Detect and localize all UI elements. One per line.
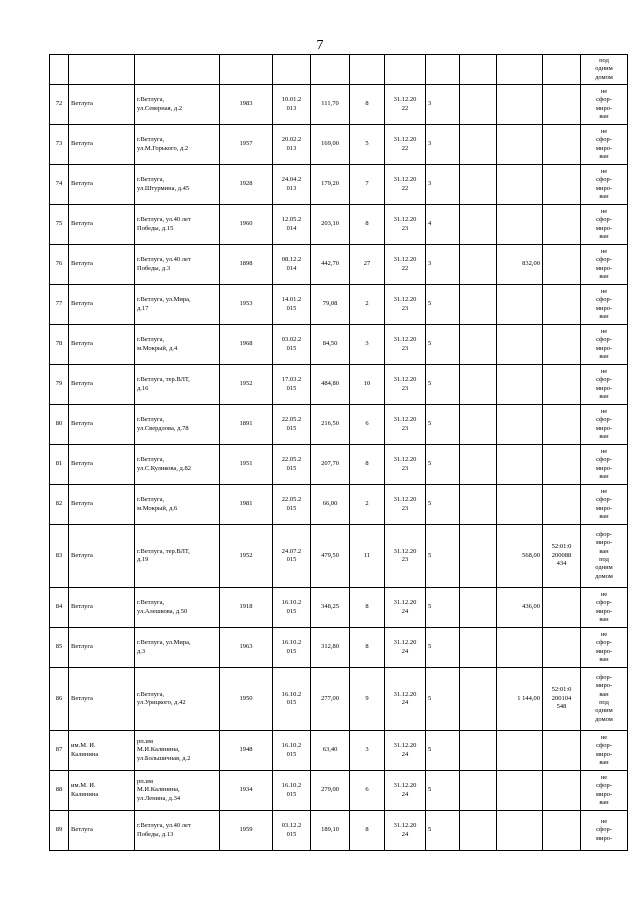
cell-number: 86 (50, 668, 69, 731)
cell-cost (497, 445, 543, 485)
table-row (50, 405, 628, 445)
cell-plan-date: 31.12.20 23 (385, 365, 426, 405)
cell-area: 312,80 (311, 628, 350, 668)
cell-residents: 6 (350, 771, 385, 811)
cell-stage: 5 (426, 588, 460, 628)
table-row (50, 85, 628, 125)
cell-plan-date (385, 55, 426, 85)
cell-stage: 5 (426, 668, 460, 731)
cell-number: 83 (50, 525, 69, 588)
cell-year: 1963 (220, 628, 273, 668)
cell-area: 169,00 (311, 125, 350, 165)
cell-stage: 5 (426, 628, 460, 668)
cell-plan-date: 31.12.20 23 (385, 405, 426, 445)
cell-year: 1957 (220, 125, 273, 165)
cell-stage: 3 (426, 125, 460, 165)
cell-cadastral (543, 85, 581, 125)
cell-empty (460, 85, 497, 125)
table-row (50, 771, 628, 811)
cell-date: 22.05.2 015 (273, 485, 311, 525)
cell-date: 22.05.2 015 (273, 445, 311, 485)
table-row (50, 245, 628, 285)
table-row (50, 485, 628, 525)
cell-address: г.Ветлуга, м.Мокрый, д.4 (135, 325, 220, 365)
cell-cadastral (543, 245, 581, 285)
cell-area: 207,70 (311, 445, 350, 485)
cell-address: г.Ветлуга, ул.Мира, д.3 (135, 628, 220, 668)
cell-settlement: Ветлуга (69, 445, 135, 485)
cell-residents: 7 (350, 165, 385, 205)
cell-stage: 3 (426, 245, 460, 285)
cell-cadastral (543, 485, 581, 525)
cell-year: 1952 (220, 525, 273, 588)
cell-date (273, 55, 311, 85)
cell-residents: 6 (350, 405, 385, 445)
cell-year: 1953 (220, 285, 273, 325)
cell-date: 12.05.2 014 (273, 205, 311, 245)
cell-cost (497, 485, 543, 525)
cell-empty (460, 628, 497, 668)
cell-date: 24.04.2 013 (273, 165, 311, 205)
cell-year: 1934 (220, 771, 273, 811)
cell-cost (497, 405, 543, 445)
table-row (50, 125, 628, 165)
cell-number: 76 (50, 245, 69, 285)
cell-cadastral (543, 285, 581, 325)
cell-settlement: Ветлуга (69, 811, 135, 851)
cell-address (135, 55, 220, 85)
cell-cost (497, 165, 543, 205)
cell-area (311, 55, 350, 85)
cell-year: 1968 (220, 325, 273, 365)
cell-settlement: Ветлуга (69, 405, 135, 445)
cell-settlement: Ветлуга (69, 165, 135, 205)
cell-settlement: Ветлуга (69, 485, 135, 525)
cell-stage (426, 55, 460, 85)
cell-cadastral (543, 731, 581, 771)
cell-cost (497, 85, 543, 125)
cell-address: г.Ветлуга, ул.С.Куликова, д.82 (135, 445, 220, 485)
cell-land-status: не сфор- миро- ван (581, 165, 628, 205)
cell-year: 1918 (220, 588, 273, 628)
cell-stage: 3 (426, 165, 460, 205)
cell-cost (497, 325, 543, 365)
cell-cost (497, 771, 543, 811)
cell-area: 79,08 (311, 285, 350, 325)
cell-settlement: Ветлуга (69, 668, 135, 731)
cell-plan-date: 31.12.20 24 (385, 628, 426, 668)
cell-year: 1928 (220, 165, 273, 205)
housing-register-table (49, 54, 628, 851)
cell-address: г.Ветлуга, ул.40 лет Победы, д.13 (135, 811, 220, 851)
cell-settlement: Ветлуга (69, 285, 135, 325)
cell-settlement: им.М. И. Калинина (69, 771, 135, 811)
cell-settlement: Ветлуга (69, 125, 135, 165)
cell-settlement (69, 55, 135, 85)
cell-empty (460, 731, 497, 771)
cell-empty (460, 771, 497, 811)
cell-plan-date: 31.12.20 24 (385, 731, 426, 771)
cell-date: 16.10.2 015 (273, 731, 311, 771)
table-row (50, 445, 628, 485)
cell-land-status: не сфор- миро- ван (581, 405, 628, 445)
cell-year: 1898 (220, 245, 273, 285)
cell-year: 1951 (220, 445, 273, 485)
cell-plan-date: 31.12.20 23 (385, 485, 426, 525)
cell-address: г.Ветлуга, м.Мокрый, д.6 (135, 485, 220, 525)
cell-cost (497, 365, 543, 405)
cell-number: 72 (50, 85, 69, 125)
cell-settlement: Ветлуга (69, 628, 135, 668)
cell-land-status: сфор- миро- ван под одним домом (581, 525, 628, 588)
cell-stage: 5 (426, 325, 460, 365)
table-row (50, 325, 628, 365)
cell-number: 81 (50, 445, 69, 485)
cell-stage: 5 (426, 485, 460, 525)
cell-address: г.Ветлуга, ул.Свердлова, д.78 (135, 405, 220, 445)
cell-plan-date: 31.12.20 23 (385, 325, 426, 365)
cell-stage: 5 (426, 811, 460, 851)
cell-number: 89 (50, 811, 69, 851)
cell-year: 1959 (220, 811, 273, 851)
cell-address: г.Ветлуга, ул.Урицкого, д.42 (135, 668, 220, 731)
cell-cost (497, 55, 543, 85)
cell-cost (497, 125, 543, 165)
cell-residents: 2 (350, 285, 385, 325)
page-number: 7 (316, 38, 324, 53)
cell-date: 08.12.2 014 (273, 245, 311, 285)
cell-land-status: не сфор- миро- ван (581, 85, 628, 125)
cell-land-status: не сфор- миро- ван (581, 365, 628, 405)
cell-land-status: не сфор- миро- ван (581, 205, 628, 245)
cell-year (220, 55, 273, 85)
cell-number: 88 (50, 771, 69, 811)
cell-stage: 5 (426, 771, 460, 811)
cell-year: 1948 (220, 731, 273, 771)
cell-cost (497, 285, 543, 325)
cell-stage: 5 (426, 405, 460, 445)
cell-year: 1952 (220, 365, 273, 405)
cell-plan-date: 31.12.20 24 (385, 668, 426, 731)
cell-plan-date: 31.12.20 22 (385, 165, 426, 205)
cell-settlement: Ветлуга (69, 588, 135, 628)
cell-address: г.Ветлуга, ул.Мира, д.17 (135, 285, 220, 325)
cell-date: 17.03.2 015 (273, 365, 311, 405)
cell-empty (460, 525, 497, 588)
cell-date: 03.12.2 015 (273, 811, 311, 851)
cell-residents: 3 (350, 325, 385, 365)
cell-settlement: Ветлуга (69, 205, 135, 245)
cell-plan-date: 31.12.20 23 (385, 525, 426, 588)
cell-stage: 5 (426, 445, 460, 485)
cell-empty (460, 405, 497, 445)
cell-residents: 8 (350, 445, 385, 485)
cell-land-status: не сфор- миро- ван (581, 445, 628, 485)
cell-empty (460, 55, 497, 85)
cell-number: 77 (50, 285, 69, 325)
cell-plan-date: 31.12.20 24 (385, 811, 426, 851)
cell-empty (460, 668, 497, 731)
cell-land-status: под одним домом (581, 55, 628, 85)
cell-number: 87 (50, 731, 69, 771)
table-row (50, 668, 628, 731)
cell-address: г.Ветлуга, ул.Северная, д.2 (135, 85, 220, 125)
cell-empty (460, 588, 497, 628)
cell-plan-date: 31.12.20 23 (385, 285, 426, 325)
cell-empty (460, 205, 497, 245)
cell-year: 1950 (220, 668, 273, 731)
cell-stage: 5 (426, 525, 460, 588)
cell-cadastral (543, 165, 581, 205)
table-row (50, 165, 628, 205)
cell-cadastral (543, 445, 581, 485)
cell-area: 484,80 (311, 365, 350, 405)
cell-address: рп.им М.И.Калинина, ул.Большичная, д.2 (135, 731, 220, 771)
cell-residents: 27 (350, 245, 385, 285)
table-row (50, 628, 628, 668)
cell-address: г.Ветлуга, тер.ВЛТ, д.16 (135, 365, 220, 405)
cell-year: 1891 (220, 405, 273, 445)
cell-number: 84 (50, 588, 69, 628)
cell-settlement: Ветлуга (69, 85, 135, 125)
cell-residents: 8 (350, 205, 385, 245)
cell-cadastral (543, 588, 581, 628)
cell-area: 479,50 (311, 525, 350, 588)
cell-number (50, 55, 69, 85)
cell-cadastral (543, 55, 581, 85)
cell-address: г.Ветлуга, ул.Штурмина, д.45 (135, 165, 220, 205)
cell-number: 80 (50, 405, 69, 445)
cell-number: 74 (50, 165, 69, 205)
cell-year: 1981 (220, 485, 273, 525)
cell-plan-date: 31.12.20 24 (385, 588, 426, 628)
cell-number: 82 (50, 485, 69, 525)
table-row (50, 811, 628, 851)
cell-cadastral (543, 771, 581, 811)
cell-cost: 1 144,00 (497, 668, 543, 731)
table-row (50, 285, 628, 325)
cell-empty (460, 485, 497, 525)
cell-date: 24.07.2 015 (273, 525, 311, 588)
cell-date: 16.10.2 015 (273, 668, 311, 731)
cell-settlement: Ветлуга (69, 525, 135, 588)
cell-stage: 5 (426, 285, 460, 325)
cell-residents: 2 (350, 485, 385, 525)
cell-stage: 5 (426, 365, 460, 405)
cell-area: 189,10 (311, 811, 350, 851)
cell-settlement: им.М. И. Калинина (69, 731, 135, 771)
cell-year: 1983 (220, 85, 273, 125)
cell-address: рп.им М.И.Калинина, ул.Ленина, д.34 (135, 771, 220, 811)
cell-area: 442,70 (311, 245, 350, 285)
cell-empty (460, 285, 497, 325)
cell-residents: 8 (350, 811, 385, 851)
cell-area: 277,00 (311, 668, 350, 731)
cell-address: г.Ветлуга, ул.40 лет Победы, д.3 (135, 245, 220, 285)
cell-number: 78 (50, 325, 69, 365)
cell-land-status: сфор- миро- ван под одним домом (581, 668, 628, 731)
cell-land-status: не сфор- миро- ван (581, 771, 628, 811)
cell-area: 111,70 (311, 85, 350, 125)
table-row (50, 365, 628, 405)
cell-plan-date: 31.12.20 23 (385, 445, 426, 485)
cell-cadastral: 52:01:0 200088 434 (543, 525, 581, 588)
cell-number: 73 (50, 125, 69, 165)
cell-year: 1960 (220, 205, 273, 245)
cell-settlement: Ветлуга (69, 365, 135, 405)
cell-date: 22.05.2 015 (273, 405, 311, 445)
cell-date: 16.10.2 015 (273, 588, 311, 628)
cell-area: 203,10 (311, 205, 350, 245)
cell-plan-date: 31.12.20 22 (385, 245, 426, 285)
cell-residents (350, 55, 385, 85)
cell-cadastral (543, 205, 581, 245)
cell-settlement: Ветлуга (69, 325, 135, 365)
cell-empty (460, 445, 497, 485)
cell-area: 279,00 (311, 771, 350, 811)
cell-empty (460, 125, 497, 165)
cell-cadastral (543, 365, 581, 405)
cell-land-status: не сфор- миро- ван (581, 485, 628, 525)
cell-plan-date: 31.12.20 23 (385, 205, 426, 245)
cell-empty (460, 325, 497, 365)
cell-cost (497, 731, 543, 771)
table-row (50, 588, 628, 628)
cell-land-status: не сфор- миро- ван (581, 588, 628, 628)
cell-cost (497, 628, 543, 668)
cell-empty (460, 811, 497, 851)
cell-residents: 11 (350, 525, 385, 588)
cell-date: 16.10.2 015 (273, 628, 311, 668)
cell-number: 85 (50, 628, 69, 668)
cell-plan-date: 31.12.20 22 (385, 125, 426, 165)
cell-cost: 436,00 (497, 588, 543, 628)
table-row (50, 731, 628, 771)
table-row (50, 205, 628, 245)
cell-area: 216,50 (311, 405, 350, 445)
cell-cadastral (543, 628, 581, 668)
cell-land-status: не сфор- миро- ван (581, 325, 628, 365)
cell-date: 03.02.2 015 (273, 325, 311, 365)
table-row (50, 525, 628, 588)
cell-residents: 3 (350, 731, 385, 771)
cell-address: г.Ветлуга, ул.М.Горького, д.2 (135, 125, 220, 165)
cell-address: г.Ветлуга, тер.ВЛТ, д.19 (135, 525, 220, 588)
cell-date: 14.01.2 015 (273, 285, 311, 325)
cell-land-status: не сфор- миро- (581, 811, 628, 851)
cell-plan-date: 31.12.20 24 (385, 771, 426, 811)
cell-cadastral (543, 811, 581, 851)
cell-land-status: не сфор- миро- ван (581, 125, 628, 165)
cell-plan-date: 31.12.20 22 (385, 85, 426, 125)
cell-residents: 8 (350, 628, 385, 668)
cell-stage: 4 (426, 205, 460, 245)
cell-stage: 3 (426, 85, 460, 125)
cell-cadastral (543, 405, 581, 445)
cell-area: 179,20 (311, 165, 350, 205)
cell-area: 66,00 (311, 485, 350, 525)
table-row-continuation (50, 55, 628, 85)
cell-cadastral (543, 125, 581, 165)
cell-date: 16.10.2 015 (273, 771, 311, 811)
cell-address: г.Ветлуга, ул.40 лет Победы, д.15 (135, 205, 220, 245)
cell-area: 348,25 (311, 588, 350, 628)
cell-residents: 8 (350, 85, 385, 125)
cell-empty (460, 245, 497, 285)
cell-residents: 5 (350, 125, 385, 165)
cell-area: 63,40 (311, 731, 350, 771)
cell-empty (460, 165, 497, 205)
cell-settlement: Ветлуга (69, 245, 135, 285)
cell-area: 84,50 (311, 325, 350, 365)
cell-land-status: не сфор- миро- ван (581, 628, 628, 668)
cell-cadastral (543, 325, 581, 365)
cell-land-status: не сфор- миро- ван (581, 285, 628, 325)
cell-cost (497, 811, 543, 851)
cell-empty (460, 365, 497, 405)
cell-land-status: не сфор- миро- ван (581, 245, 628, 285)
cell-residents: 8 (350, 588, 385, 628)
cell-cost (497, 205, 543, 245)
cell-number: 79 (50, 365, 69, 405)
cell-residents: 9 (350, 668, 385, 731)
cell-date: 20.02.2 013 (273, 125, 311, 165)
cell-land-status: не сфор- миро- ван (581, 731, 628, 771)
cell-residents: 10 (350, 365, 385, 405)
cell-date: 10.01.2 013 (273, 85, 311, 125)
cell-cadastral: 52:01:0 200104 548 (543, 668, 581, 731)
cell-number: 75 (50, 205, 69, 245)
cell-cost: 568,00 (497, 525, 543, 588)
cell-cost: 832,00 (497, 245, 543, 285)
cell-stage: 5 (426, 731, 460, 771)
cell-address: г.Ветлуга, ул.Алешкова, д.50 (135, 588, 220, 628)
